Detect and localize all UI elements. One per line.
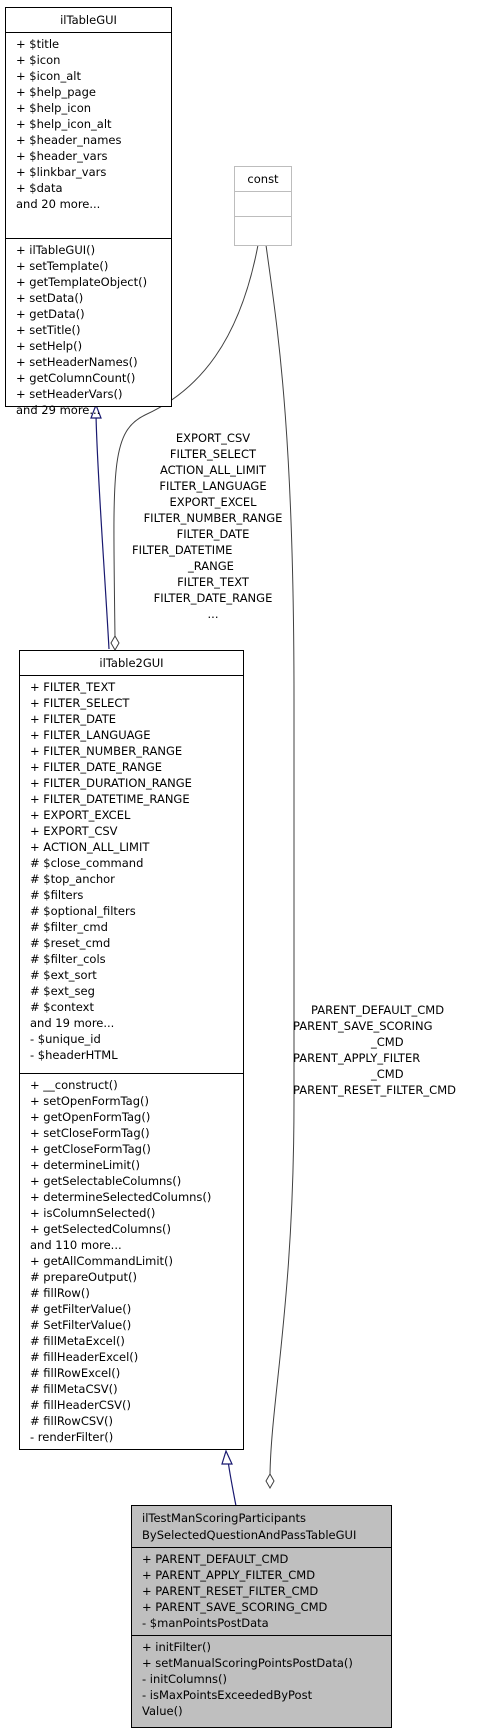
- attribute: + EXPORT_CSV: [30, 824, 118, 838]
- class-title: ilTableGUI: [6, 8, 171, 33]
- attribute: # $filters: [30, 888, 84, 902]
- method: # SetFilterValue(): [30, 1318, 132, 1332]
- attribute: + FILTER_DATE: [30, 712, 117, 726]
- class-title-line: BySelectedQuestionAndPassTableGUI: [142, 1528, 357, 1542]
- attribute: + ACTION_ALL_LIMIT: [30, 840, 150, 854]
- attribute: - $manPointsPostData: [142, 1616, 269, 1630]
- attribute: + FILTER_DATETIME_RANGE: [30, 792, 190, 806]
- method: + setTitle(): [16, 323, 81, 337]
- attribute: + $help_icon: [16, 101, 92, 115]
- edge-label-line: FILTER_DATETIME: [132, 543, 233, 557]
- methods-section: [235, 217, 291, 241]
- attribute: + PARENT_DEFAULT_CMD: [142, 1552, 289, 1566]
- edge-label-line: PARENT_APPLY_FILTER: [293, 1051, 421, 1065]
- attribute: + PARENT_SAVE_SCORING_CMD: [142, 1600, 328, 1614]
- edge-label-line: FILTER_SELECT: [169, 447, 257, 461]
- method: + isColumnSelected(): [30, 1206, 156, 1220]
- attribute: + FILTER_DURATION_RANGE: [30, 776, 192, 790]
- attribute: # $context: [30, 1000, 94, 1014]
- edge-label-line: _RANGE: [188, 559, 234, 573]
- class-title: ilTable2GUI: [20, 651, 243, 676]
- method: # fillMetaExcel(): [30, 1334, 125, 1348]
- attribute: # $top_anchor: [30, 872, 115, 886]
- attribute: + EXPORT_EXCEL: [30, 808, 131, 822]
- edge-label-line: EXPORT_CSV: [175, 431, 251, 445]
- methods-section: [6, 239, 171, 422]
- attributes-section: [6, 33, 171, 239]
- class-const[interactable]: [234, 166, 292, 246]
- attribute: - $headerHTML: [30, 1048, 118, 1062]
- method: + initFilter(): [142, 1640, 211, 1654]
- edge-label-line: EXPORT_EXCEL: [169, 495, 257, 509]
- class-title-line: ilTestManScoringParticipants: [142, 1511, 307, 1525]
- attribute: + $linkbar_vars: [16, 165, 107, 179]
- method: + setManualScoringPointsPostData(): [142, 1656, 353, 1670]
- method: # fillRowCSV(): [30, 1414, 114, 1428]
- method: + getTemplateObject(): [16, 275, 148, 289]
- methods-section: [20, 1074, 243, 1449]
- attribute: + FILTER_DATE_RANGE: [30, 760, 162, 774]
- method: # fillRow(): [30, 1286, 90, 1300]
- attribute: + $help_icon_alt: [16, 117, 112, 131]
- attributes-section: [20, 676, 243, 1074]
- method: + __construct(): [30, 1078, 118, 1092]
- method: # fillHeaderExcel(): [30, 1350, 139, 1364]
- attributes-section: [235, 192, 291, 217]
- attribute: # $reset_cmd: [30, 936, 111, 950]
- method: + getSelectedColumns(): [30, 1222, 172, 1236]
- edge-label-const-to-target: [293, 1002, 473, 1098]
- attribute: # $close_command: [30, 856, 144, 870]
- method: # fillHeaderCSV(): [30, 1398, 131, 1412]
- method: and 110 more...: [30, 1238, 122, 1252]
- attribute: + PARENT_RESET_FILTER_CMD: [142, 1584, 319, 1598]
- method: + determineSelectedColumns(): [30, 1190, 212, 1204]
- method: Value(): [142, 1704, 183, 1718]
- attribute: + $title: [16, 37, 60, 51]
- method: + getColumnCount(): [16, 371, 136, 385]
- attribute: # $ext_seg: [30, 984, 95, 998]
- attribute: + $icon_alt: [16, 69, 81, 83]
- edge-label-line: ...: [207, 607, 219, 621]
- edge-label-line: FILTER_TEXT: [177, 575, 249, 589]
- attribute: # $filter_cmd: [30, 920, 108, 934]
- attribute: + $header_vars: [16, 149, 108, 163]
- diamond-target: [266, 1474, 274, 1488]
- attribute: + FILTER_SELECT: [30, 696, 130, 710]
- method: + determineLimit(): [30, 1158, 141, 1172]
- attribute: + $icon: [16, 53, 61, 67]
- method: + setHelp(): [16, 339, 83, 353]
- attribute: - $unique_id: [30, 1032, 101, 1046]
- edge-label-line: ACTION_ALL_LIMIT: [159, 463, 267, 477]
- method: # fillRowExcel(): [30, 1366, 121, 1380]
- edge-label-line: _CMD: [371, 1067, 404, 1081]
- edge-label-line: FILTER_LANGUAGE: [159, 479, 267, 493]
- method: - isMaxPointsExceededByPost: [142, 1688, 313, 1702]
- attribute: + PARENT_APPLY_FILTER_CMD: [142, 1568, 316, 1582]
- class-iltestmanscoringparticipants[interactable]: [131, 1505, 392, 1728]
- attribute: and 20 more...: [16, 197, 101, 211]
- edge-label-line: PARENT_SAVE_SCORING: [293, 1019, 433, 1033]
- edge-label-line: FILTER_DATE_RANGE: [153, 591, 273, 605]
- inheritance-edge-iltable2gui-to-iltablegui: [96, 414, 109, 649]
- method: + setHeaderNames(): [16, 355, 138, 369]
- attribute: + FILTER_LANGUAGE: [30, 728, 151, 742]
- edge-label-line: PARENT_DEFAULT_CMD: [311, 1003, 445, 1017]
- method: + setCloseFormTag(): [30, 1126, 150, 1140]
- attribute: + FILTER_TEXT: [30, 680, 116, 694]
- class-title: const: [235, 167, 291, 192]
- method: # fillMetaCSV(): [30, 1382, 118, 1396]
- attribute: # $filter_cols: [30, 952, 106, 966]
- attribute: # $ext_sort: [30, 968, 97, 982]
- method: and 29 more...: [16, 403, 101, 417]
- method: # getFilterValue(): [30, 1302, 132, 1316]
- attribute: + FILTER_NUMBER_RANGE: [30, 744, 183, 758]
- edge-label-line: FILTER_DATE: [176, 527, 250, 541]
- edge-label-line: _CMD: [371, 1035, 404, 1049]
- class-title: [132, 1506, 391, 1548]
- method: + getData(): [16, 307, 85, 321]
- method: + getCloseFormTag(): [30, 1142, 151, 1156]
- edge-label-const-to-iltable2gui: [128, 430, 298, 622]
- class-iltablegui[interactable]: [5, 7, 172, 417]
- attribute: + $header_names: [16, 133, 122, 147]
- methods-section: [132, 1636, 391, 1723]
- attribute: # $optional_filters: [30, 904, 136, 918]
- diamond-iltable2gui: [111, 636, 119, 650]
- method: + getOpenFormTag(): [30, 1110, 151, 1124]
- method: + setHeaderVars(): [16, 387, 123, 401]
- edge-label-line: PARENT_RESET_FILTER_CMD: [293, 1083, 456, 1097]
- method: + setOpenFormTag(): [30, 1094, 149, 1108]
- method: + getAllCommandLimit(): [30, 1254, 174, 1268]
- class-iltable2gui[interactable]: [19, 650, 244, 1450]
- method: + setTemplate(): [16, 259, 109, 273]
- inheritance-arrowhead-iltable2gui: [222, 1451, 232, 1464]
- method: - initColumns(): [142, 1672, 227, 1686]
- method: - renderFilter(): [30, 1430, 114, 1444]
- attribute: + $data: [16, 181, 63, 195]
- attribute: and 19 more...: [30, 1016, 115, 1030]
- method: + getSelectableColumns(): [30, 1174, 182, 1188]
- attributes-section: [132, 1548, 391, 1636]
- inheritance-edge-target-to-iltable2gui: [228, 1460, 236, 1506]
- method: + ilTableGUI(): [16, 243, 96, 257]
- edge-label-line: FILTER_NUMBER_RANGE: [143, 511, 283, 525]
- method: + setData(): [16, 291, 84, 305]
- attribute: + $help_page: [16, 85, 96, 99]
- method: # prepareOutput(): [30, 1270, 137, 1284]
